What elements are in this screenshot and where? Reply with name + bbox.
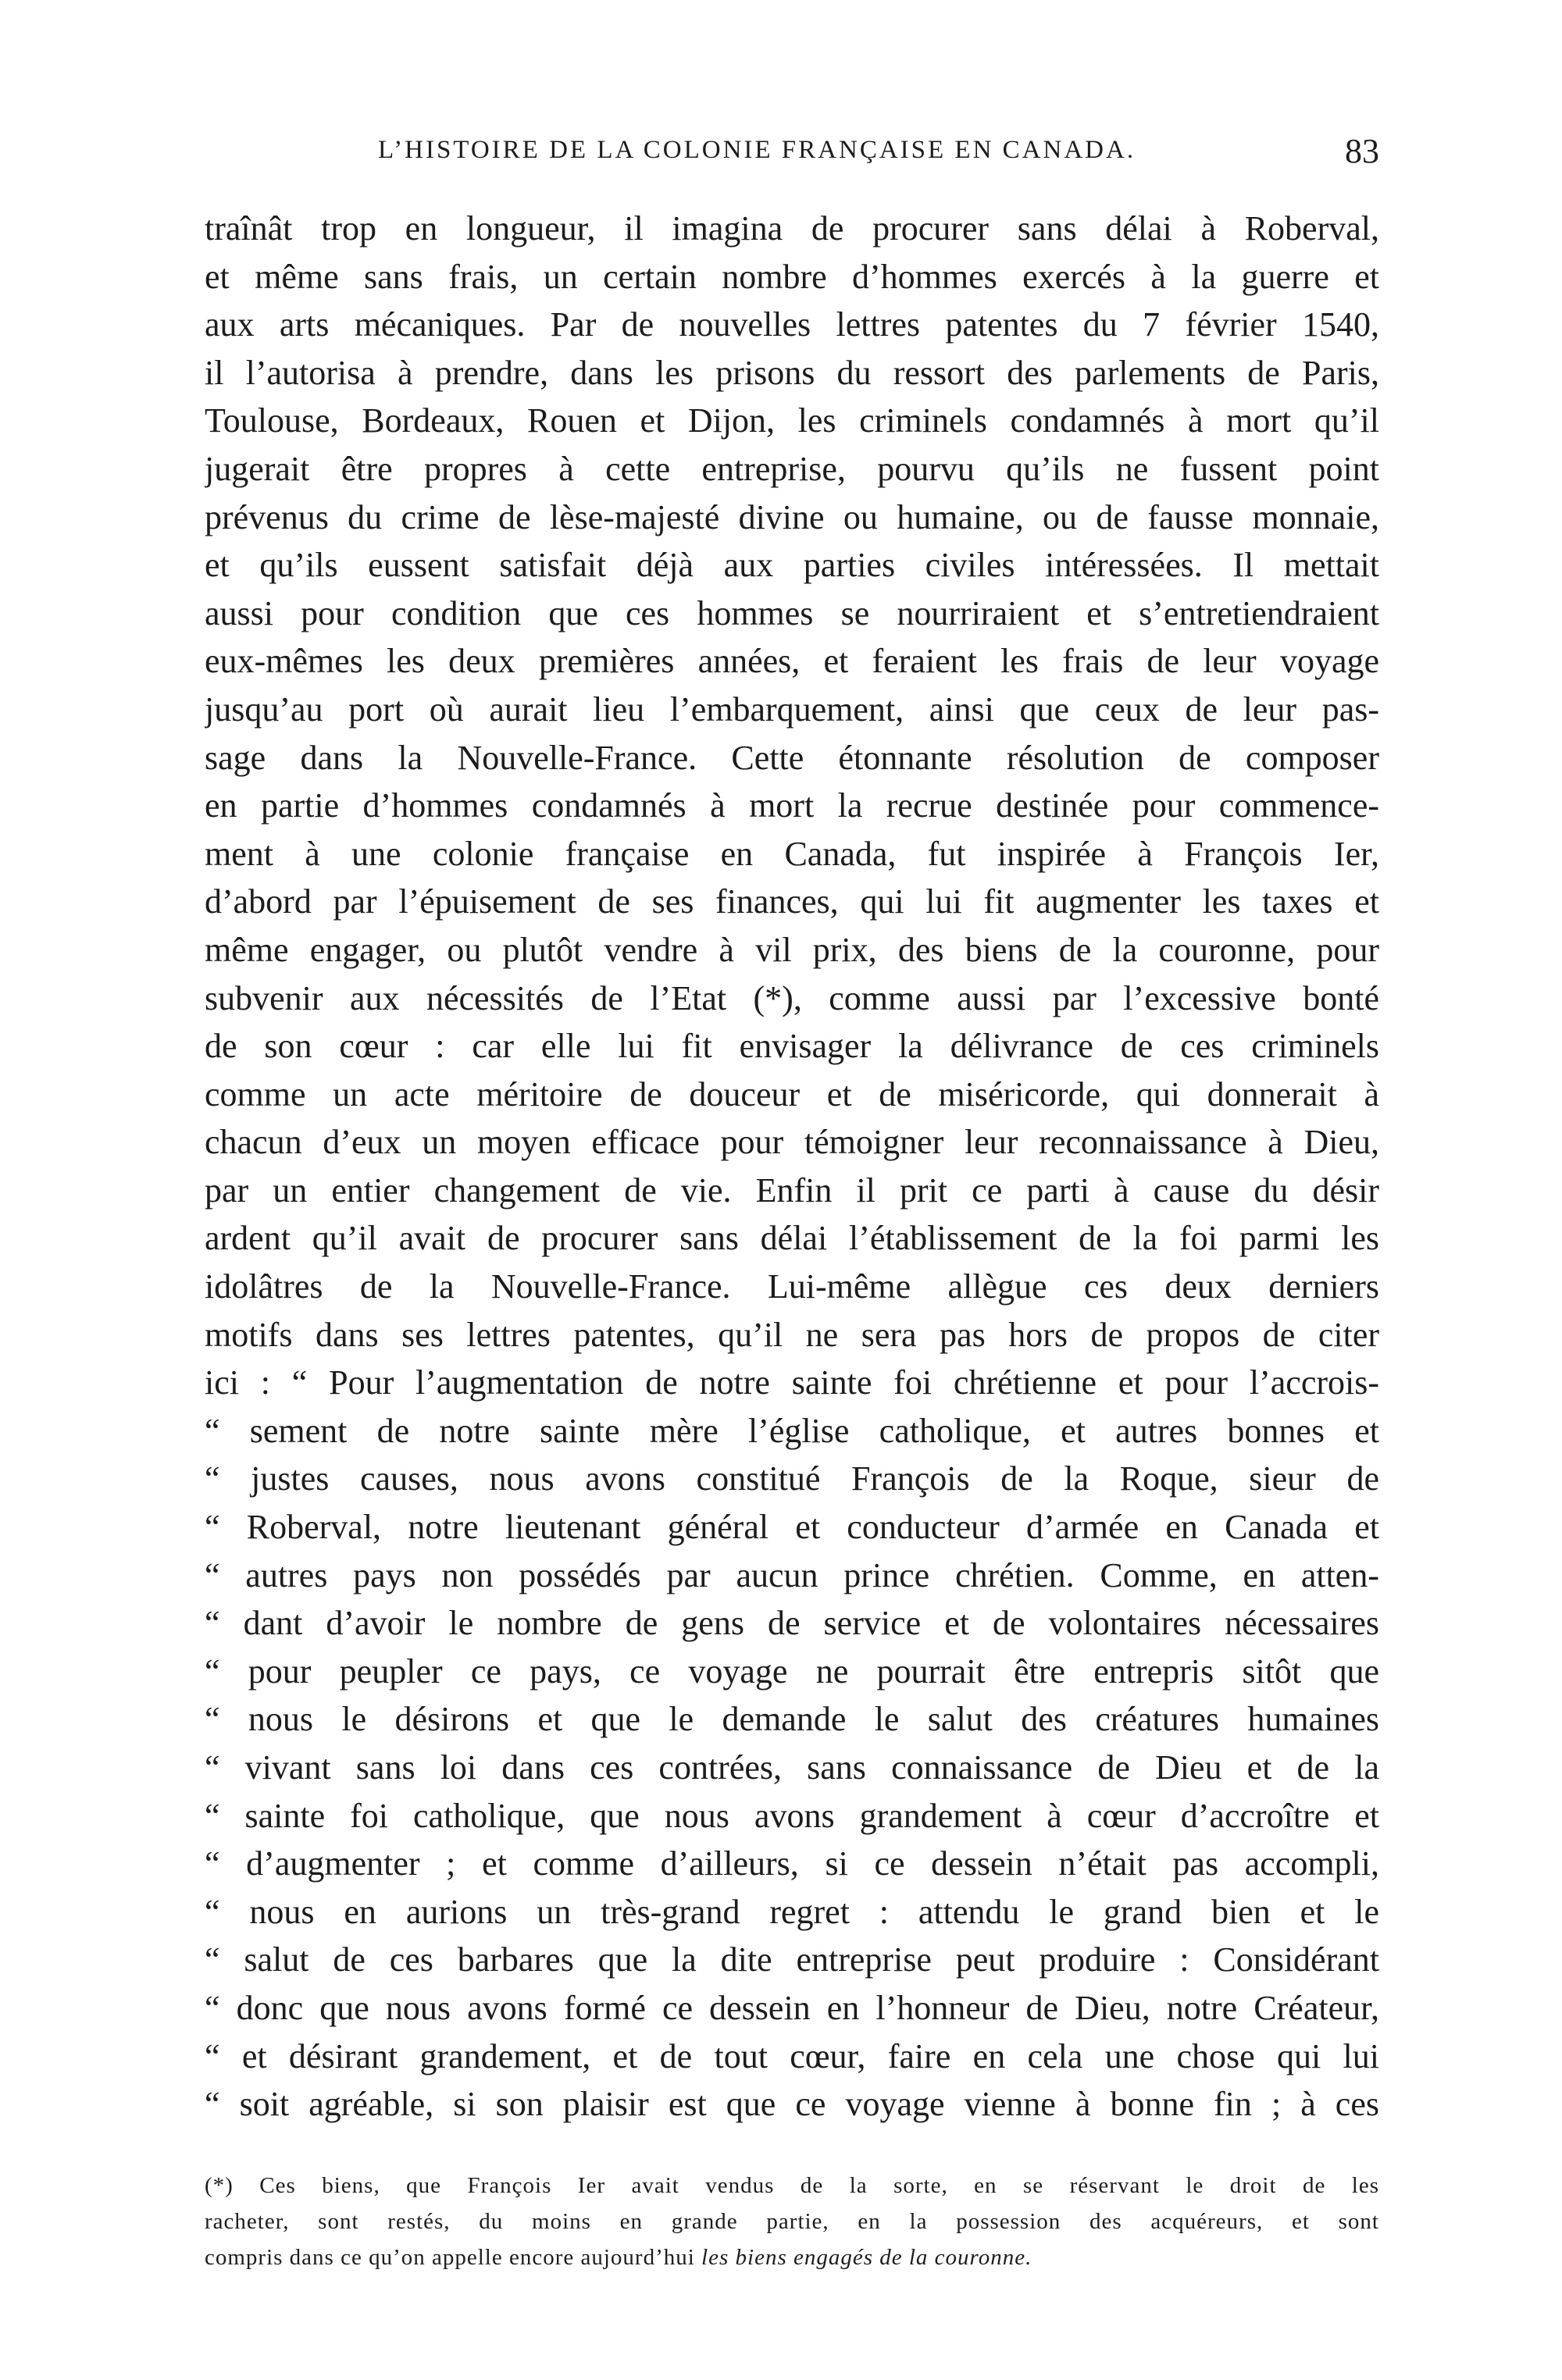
body-text	[205, 205, 1379, 2129]
text-line: Toulouse, Bordeaux, Rouen et Dijon, les criminels condamnés à mort qu’il	[205, 401, 1379, 440]
text-line: “ et désirant grandement, et de tout cœur, faire en cela une chose qui lui	[205, 2036, 1379, 2075]
text-line: “ justes causes, nous avons constitué François de la Roque, sieur de	[205, 1459, 1379, 1498]
text-line: “ sement de notre sainte mère l’église catholique, et autres bonnes et	[205, 1411, 1379, 1450]
text-line: jusqu’au port où aurait lieu l’embarquement, ainsi que ceux de leur pas-	[205, 689, 1379, 729]
footnote	[205, 2168, 1379, 2275]
text-line: “ autres pays non possédés par aucun prince chrétien. Comme, en atten-	[205, 1555, 1379, 1594]
text-line: jugerait être propres à cette entreprise, pourvu qu’ils ne fussent point	[205, 449, 1379, 488]
text-line: d’abord par l’épuisement de ses finances, qui lui fit augmenter les taxes et	[205, 882, 1379, 921]
running-title: L’HISTOIRE DE LA COLONIE FRANÇAISE EN CANADA.	[378, 136, 1136, 164]
text-line: ment à une colonie française en Canada, fut inspirée à François Ier,	[205, 834, 1379, 873]
footnote-line: racheter, sont restés, du moins en grande partie, en la possession des acquéreurs, et sont	[205, 2209, 1379, 2234]
text-line: traînât trop en longueur, il imagina de procurer sans délai à Roberval,	[205, 209, 1379, 248]
footnote-line: (*) Ces biens, que François Ier avait vendus de la sorte, en se réservant le droit de les	[205, 2173, 1379, 2198]
text-line: “ donc que nous avons formé ce dessein en l’honneur de Dieu, notre Créateur,	[205, 1988, 1379, 2027]
text-line: idolâtres de la Nouvelle-France. Lui-même allègue ces deux derniers	[205, 1267, 1379, 1306]
footnote-text: compris dans ce qu’on appelle encore aujourd’hui	[205, 2245, 702, 2270]
text-line: “ nous le désirons et que le demande le salut des créatures humaines	[205, 1700, 1379, 1739]
text-line: comme un acte méritoire de douceur et de miséricorde, qui donnerait à	[205, 1074, 1379, 1113]
text-line: sage dans la Nouvelle-France. Cette étonnante résolution de composer	[205, 738, 1379, 777]
text-line: en partie d’hommes condamnés à mort la recrue destinée pour commence-	[205, 786, 1379, 825]
text-line: aussi pour condition que ces hommes se nourriraient et s’entretiendraient	[205, 593, 1379, 632]
text-line: “ pour peupler ce pays, ce voyage ne pourrait être entrepris sitôt que	[205, 1651, 1379, 1691]
text-line: “ sainte foi catholique, que nous avons grandement à cœur d’accroître et	[205, 1796, 1379, 1835]
page-number: 83	[1345, 132, 1379, 170]
text-line: motifs dans ses lettres patentes, qu’il ne sera pas hors de propos de citer	[205, 1315, 1379, 1354]
text-line: prévenus du crime de lèse-majesté divine ou humaine, ou de fausse monnaie,	[205, 497, 1379, 536]
text-line: eux-mêmes les deux premières années, et feraient les frais de leur voyage	[205, 642, 1379, 681]
text-line: “ dant d’avoir le nombre de gens de service et de volontaires nécessaires	[205, 1604, 1379, 1643]
text-line: de son cœur : car elle lui fit envisager la délivrance de ces criminels	[205, 1027, 1379, 1066]
text-line: “ soit agréable, si son plaisir est que ce voyage vienne à bonne fin ; à ces	[205, 2085, 1379, 2124]
text-line: aux arts mécaniques. Par de nouvelles lettres patentes du 7 février 1540,	[205, 305, 1379, 344]
running-head	[205, 130, 1379, 176]
text-line: subvenir aux nécessités de l’Etat (*), comme aussi par l’excessive bonté	[205, 978, 1379, 1017]
text-line: ici : “ Pour l’augmentation de notre sainte foi chrétienne et pour l’accrois-	[205, 1363, 1379, 1402]
text-line: “ Roberval, notre lieutenant général et conducteur d’armée en Canada et	[205, 1508, 1379, 1547]
text-line: il l’autorisa à prendre, dans les prisons du ressort des parlements de Paris,	[205, 353, 1379, 392]
text-line: et qu’ils eussent satisfait déjà aux parties civiles intéressées. Il mettait	[205, 546, 1379, 585]
text-line: “ nous en aurions un très-grand regret : attendu le grand bien et le	[205, 1892, 1379, 1931]
text-line: ardent qu’il avait de procurer sans délai l’établissement de la foi parmi les	[205, 1219, 1379, 1258]
text-line: “ d’augmenter ; et comme d’ailleurs, si ce dessein n’était pas accompli,	[205, 1844, 1379, 1883]
text-line: “ salut de ces barbares que la dite entreprise peut produire : Considérant	[205, 1940, 1379, 1979]
text-line: par un entier changement de vie. Enfin il prit ce parti à cause du désir	[205, 1170, 1379, 1210]
text-line: et même sans frais, un certain nombre d’hommes exercés à la guerre et	[205, 257, 1379, 296]
footnote-italic-text: les biens engagés de la couronne.	[701, 2245, 1032, 2270]
text-line: “ vivant sans loi dans ces contrées, sans connaissance de Dieu et de la	[205, 1748, 1379, 1787]
text-line: même engager, ou plutôt vendre à vil prix, des biens de la couronne, pour	[205, 930, 1379, 969]
footnote-line	[205, 2239, 1379, 2275]
text-line: chacun d’eux un moyen efficace pour témoigner leur reconnaissance à Dieu,	[205, 1123, 1379, 1162]
